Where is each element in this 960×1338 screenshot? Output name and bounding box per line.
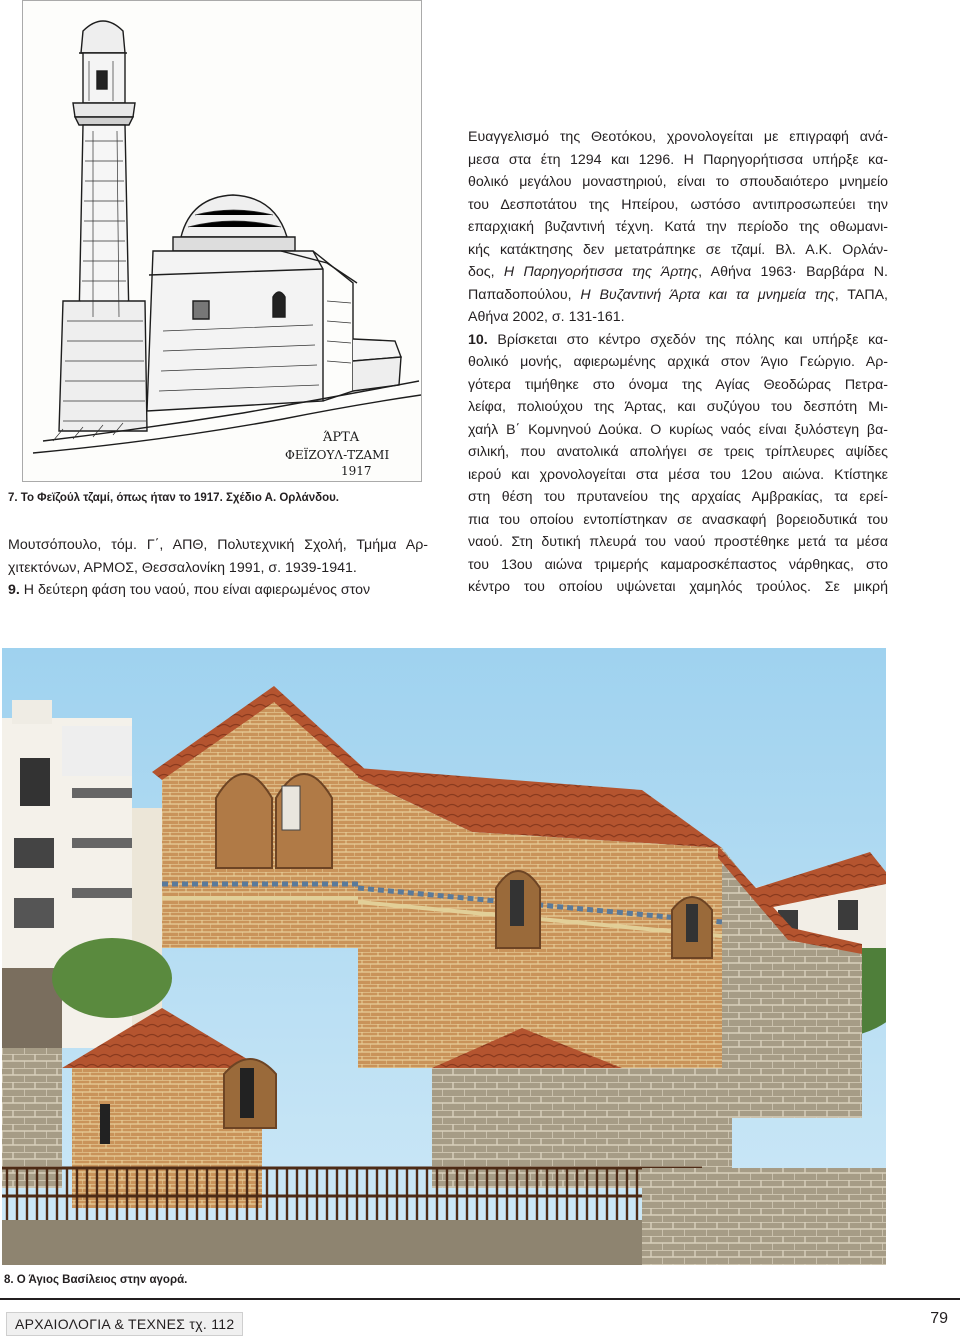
text-line: επαρχιακή βυζαντινή τέχνη. Κατά την περίοδο της οθωμανι- — [468, 219, 888, 235]
journal-title: ΑΡΧΑΙΟΛΟΓΙΑ & ΤΕΧΝΕΣ τχ. 112 — [6, 1312, 243, 1336]
text-line: Ευαγγελισμό της Θεοτόκου, χρονολογείται με επιγραφή ανά- — [468, 129, 888, 145]
text-line: του Δεσποτάτου της Ηπείρου, ωστόσο αντιπροσωπεύει την — [468, 196, 888, 213]
text-line: Αθήνα 2002, σ. 131-161. — [468, 309, 625, 325]
figure-7-caption: 7. Το Φεϊζούλ τζαμί, όπως ήταν το 1917. Σχέδιο Α. Ορλάνδου. — [8, 492, 339, 504]
footnote-10 — [468, 329, 888, 352]
text-line: ναού. Στη δυτική πλευρά του ναού προστέθηκε μετά τα μέσα — [468, 534, 888, 550]
text-line — [468, 261, 888, 284]
text-line: θολικό μεγάλου μοναστηριού, είναι το σπουδαιότερο μνημείο — [468, 174, 888, 190]
text-line: γότερα τιμήθηκε στο όνομα της Αγίας Θεοδώρας Πετρα- — [468, 376, 888, 393]
footnote-text: Η δεύτερη φάση του ναού, που είναι αφιερωμένος στον — [19, 582, 371, 598]
text-line: σιλική, που ανατολικά απολήγει σε τρεις τρίπλευρες αψίδες — [468, 444, 888, 460]
book-title: Η Βυζαντινή Άρτα και τα μνημεία της — [580, 286, 835, 303]
footnote-number: 10. — [468, 331, 488, 348]
book-title: Η Παρηγορήτισσα της Άρτης — [503, 264, 699, 280]
text-line: κέντρο του οποίου υψώνεται χαμηλός τρούλος. Σε μικρή — [468, 579, 888, 595]
text-segment: , Αθήνα 1963· Βαρβάρα Ν. — [698, 264, 888, 280]
page-number: 79 — [930, 1310, 948, 1327]
text-line: στη θέση του πρυτανείου της αρχαίας Αμβρακίας, τα ερεί- — [468, 489, 888, 505]
text-line: λείφα, πολιούχου της Άρτας, και συζύγου του δεσπότη Μι- — [468, 399, 888, 415]
text-line — [468, 284, 888, 307]
text-segment: , ΤΑΠΑ, — [834, 286, 888, 303]
text-segment: δος, — [468, 264, 504, 280]
inscription-line-1: ΆΡΤΑ — [323, 430, 360, 445]
figure-8-caption: 8. Ο Άγιος Βασίλειος στην αγορά. — [4, 1274, 188, 1286]
footnote-text: Βρίσκεται στο κέντρο σχεδόν της πόλης και υπήρξε κα- — [487, 331, 888, 348]
text-line: Μουτσόπουλο, τόμ. Γ΄, ΑΠΘ, Πολυτεχνική Σχολή, Τμήμα Αρ- — [8, 537, 428, 553]
text-line: πια του οποίου εντοπίστηκαν σε ανασκαφή βορειοδυτικά του — [468, 511, 888, 528]
mosque-sketch — [23, 1, 421, 481]
text-segment: Παπαδοπούλου, — [468, 286, 581, 303]
text-line: χαήλ Β΄ Κομνηνού Δούκα. Ο κυρίως ναός είναι ξυλόστεγη βα- — [468, 421, 888, 438]
footer-rule — [0, 1298, 960, 1300]
right-column-text — [468, 126, 888, 599]
figure-8-photo — [2, 648, 886, 1265]
inscription-year: 1917 — [341, 464, 372, 478]
text-line: θολικό μονής, αφιερωμένης αρχικά στον Άγιο Γεώργιο. Αρ- — [468, 354, 888, 370]
figure-7-drawing — [22, 0, 422, 482]
text-line: ιερού και χρονολογείται στα μέσα του 12ου αιώνα. Κτίστηκε — [468, 466, 888, 483]
footnote-number: 9. — [8, 582, 20, 598]
text-line: μεσα στα έτη 1294 και 1296. Η Παρηγορήτισσα υπήρξε κα- — [468, 151, 888, 168]
left-column-text — [8, 534, 428, 602]
text-line: χιτεκτόνων, ΑΡΜΟΣ, Θεσσαλονίκη 1991, σ. 1939-1941. — [8, 559, 357, 576]
inscription-line-2: ΦΕΪΖΟΥΛ-ΤΖΑΜΙ — [285, 448, 390, 462]
footnote-9 — [8, 579, 428, 602]
text-line: του 13ου αιώνα τριμερής καμαροσκέπαστος νάρθηκας, στο — [468, 556, 888, 573]
text-line: κής κατάκτησης δεν μετατράπηκε σε τζαμί. Βλ. Α.Κ. Ορλάν- — [468, 241, 888, 258]
church-photo — [2, 648, 886, 1265]
